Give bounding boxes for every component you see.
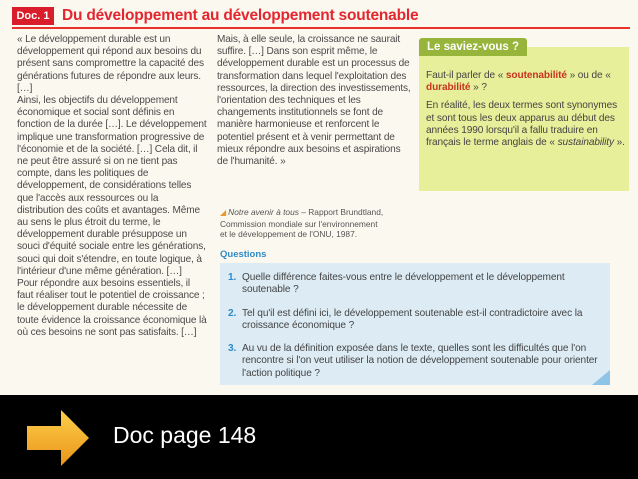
paragraph-1: « Le développement durable est un développement qui répond aux besoins du présent sans compromettre la capacité des générations futures de répondre aux leurs. […]: [17, 34, 204, 94]
question-2: [228, 308, 598, 333]
question-text: Quelle différence faites-vous entre le développement et le développement soutenable ?: [242, 272, 565, 296]
question-text: Tel qu'il est défini ici, le développement soutenable est-il contradictoire avec la croissance économique ?: [242, 308, 583, 332]
source-citation: [220, 207, 410, 240]
aside-term-sustainability: sustainability: [557, 137, 614, 149]
document-title: Du développement au développement soutenable: [62, 7, 419, 24]
source-line-3: et le développement de l'ONU, 1987.: [220, 229, 358, 239]
question-3: [228, 343, 598, 380]
source-line-2: Commission mondiale sur l'environnement: [220, 218, 378, 229]
paragraph-3: Pour répondre aux besoins essentiels, il faut réaliser tout le potentiel de croissance ; le développement durable nécessite de toute évidence la croissance économique là où ces besoins ne sont pas satisfaits. […]: [17, 278, 207, 338]
questions-header: Questions: [220, 249, 267, 260]
aside-text: Faut-il parler de «: [426, 70, 506, 81]
document-title-bar: [12, 5, 630, 29]
paragraph-2: Ainsi, les objectifs du développement économique et social sont définis en fonction de la durée […]. Le développement implique une transformation progressive de l'économie et de la société. […] Cela dit, il ne peut être assuré si on ne tient pas compte, dans les politiques de développement, de considérations telles que l'accès aux ressources ou la distribution des coûts et avantages. Même au sens le plus étroit du terme, le développement durable présuppose un souci d'équité sociale entre les générations, souci qui doit s'étendre, en toute logique, à l'intérieur d'une même génération. […]: [17, 95, 207, 277]
slide-caption: Doc page 148: [113, 422, 257, 448]
question-text: Au vu de la définition exposée dans le texte, quelles sont les difficultés que l'on rencontre si l'on veut utiliser la notion de développement soutenable pour orienter l'action politique ?: [242, 343, 598, 379]
triangle-bullet-icon: ◢: [220, 208, 227, 217]
doc-number-badge: Doc. 1: [12, 7, 54, 25]
source-title: Notre avenir à tous: [228, 207, 299, 217]
aside-text: ».: [613, 137, 625, 149]
question-number: 2.: [228, 308, 237, 319]
question-number: 1.: [228, 272, 237, 283]
text-column-2: [217, 34, 412, 168]
right-arrow-icon: [27, 410, 89, 466]
question-1: [228, 272, 598, 297]
source-author: – Rapport Brundtland,: [298, 207, 384, 217]
aside-term-durabilite: durabilité: [426, 82, 471, 94]
aside-text: En réalité, les deux termes sont synonymes et sont tous les deux apparus au début des années 1990 lorsqu'il a fallu traduire en français le terme anglais de «: [426, 100, 618, 149]
text-column-1: [17, 34, 207, 339]
aside-text: » ou de «: [566, 70, 611, 81]
question-number: 3.: [228, 343, 237, 354]
did-you-know-answer: [426, 100, 626, 149]
did-you-know-question: [426, 70, 626, 94]
aside-term-soutenabilite: soutenabilité: [505, 70, 567, 81]
did-you-know-title: Le saviez-vous ?: [419, 38, 527, 56]
paragraph-4: Mais, à elle seule, la croissance ne saurait suffire. […] Dans son esprit même, le développement durable est un processus de transformation dans lequel l'exploitation des ressources, la direction des investissements, l'orientation des techniques et les changements institutionnels se font de manière harmonieuse et renforcent le potentiel présent et à venir permettant de mieux répondre aux besoins et aspirations de l'humanité. »: [217, 34, 411, 168]
aside-text: » ?: [470, 82, 487, 94]
did-you-know-body: [426, 70, 626, 155]
